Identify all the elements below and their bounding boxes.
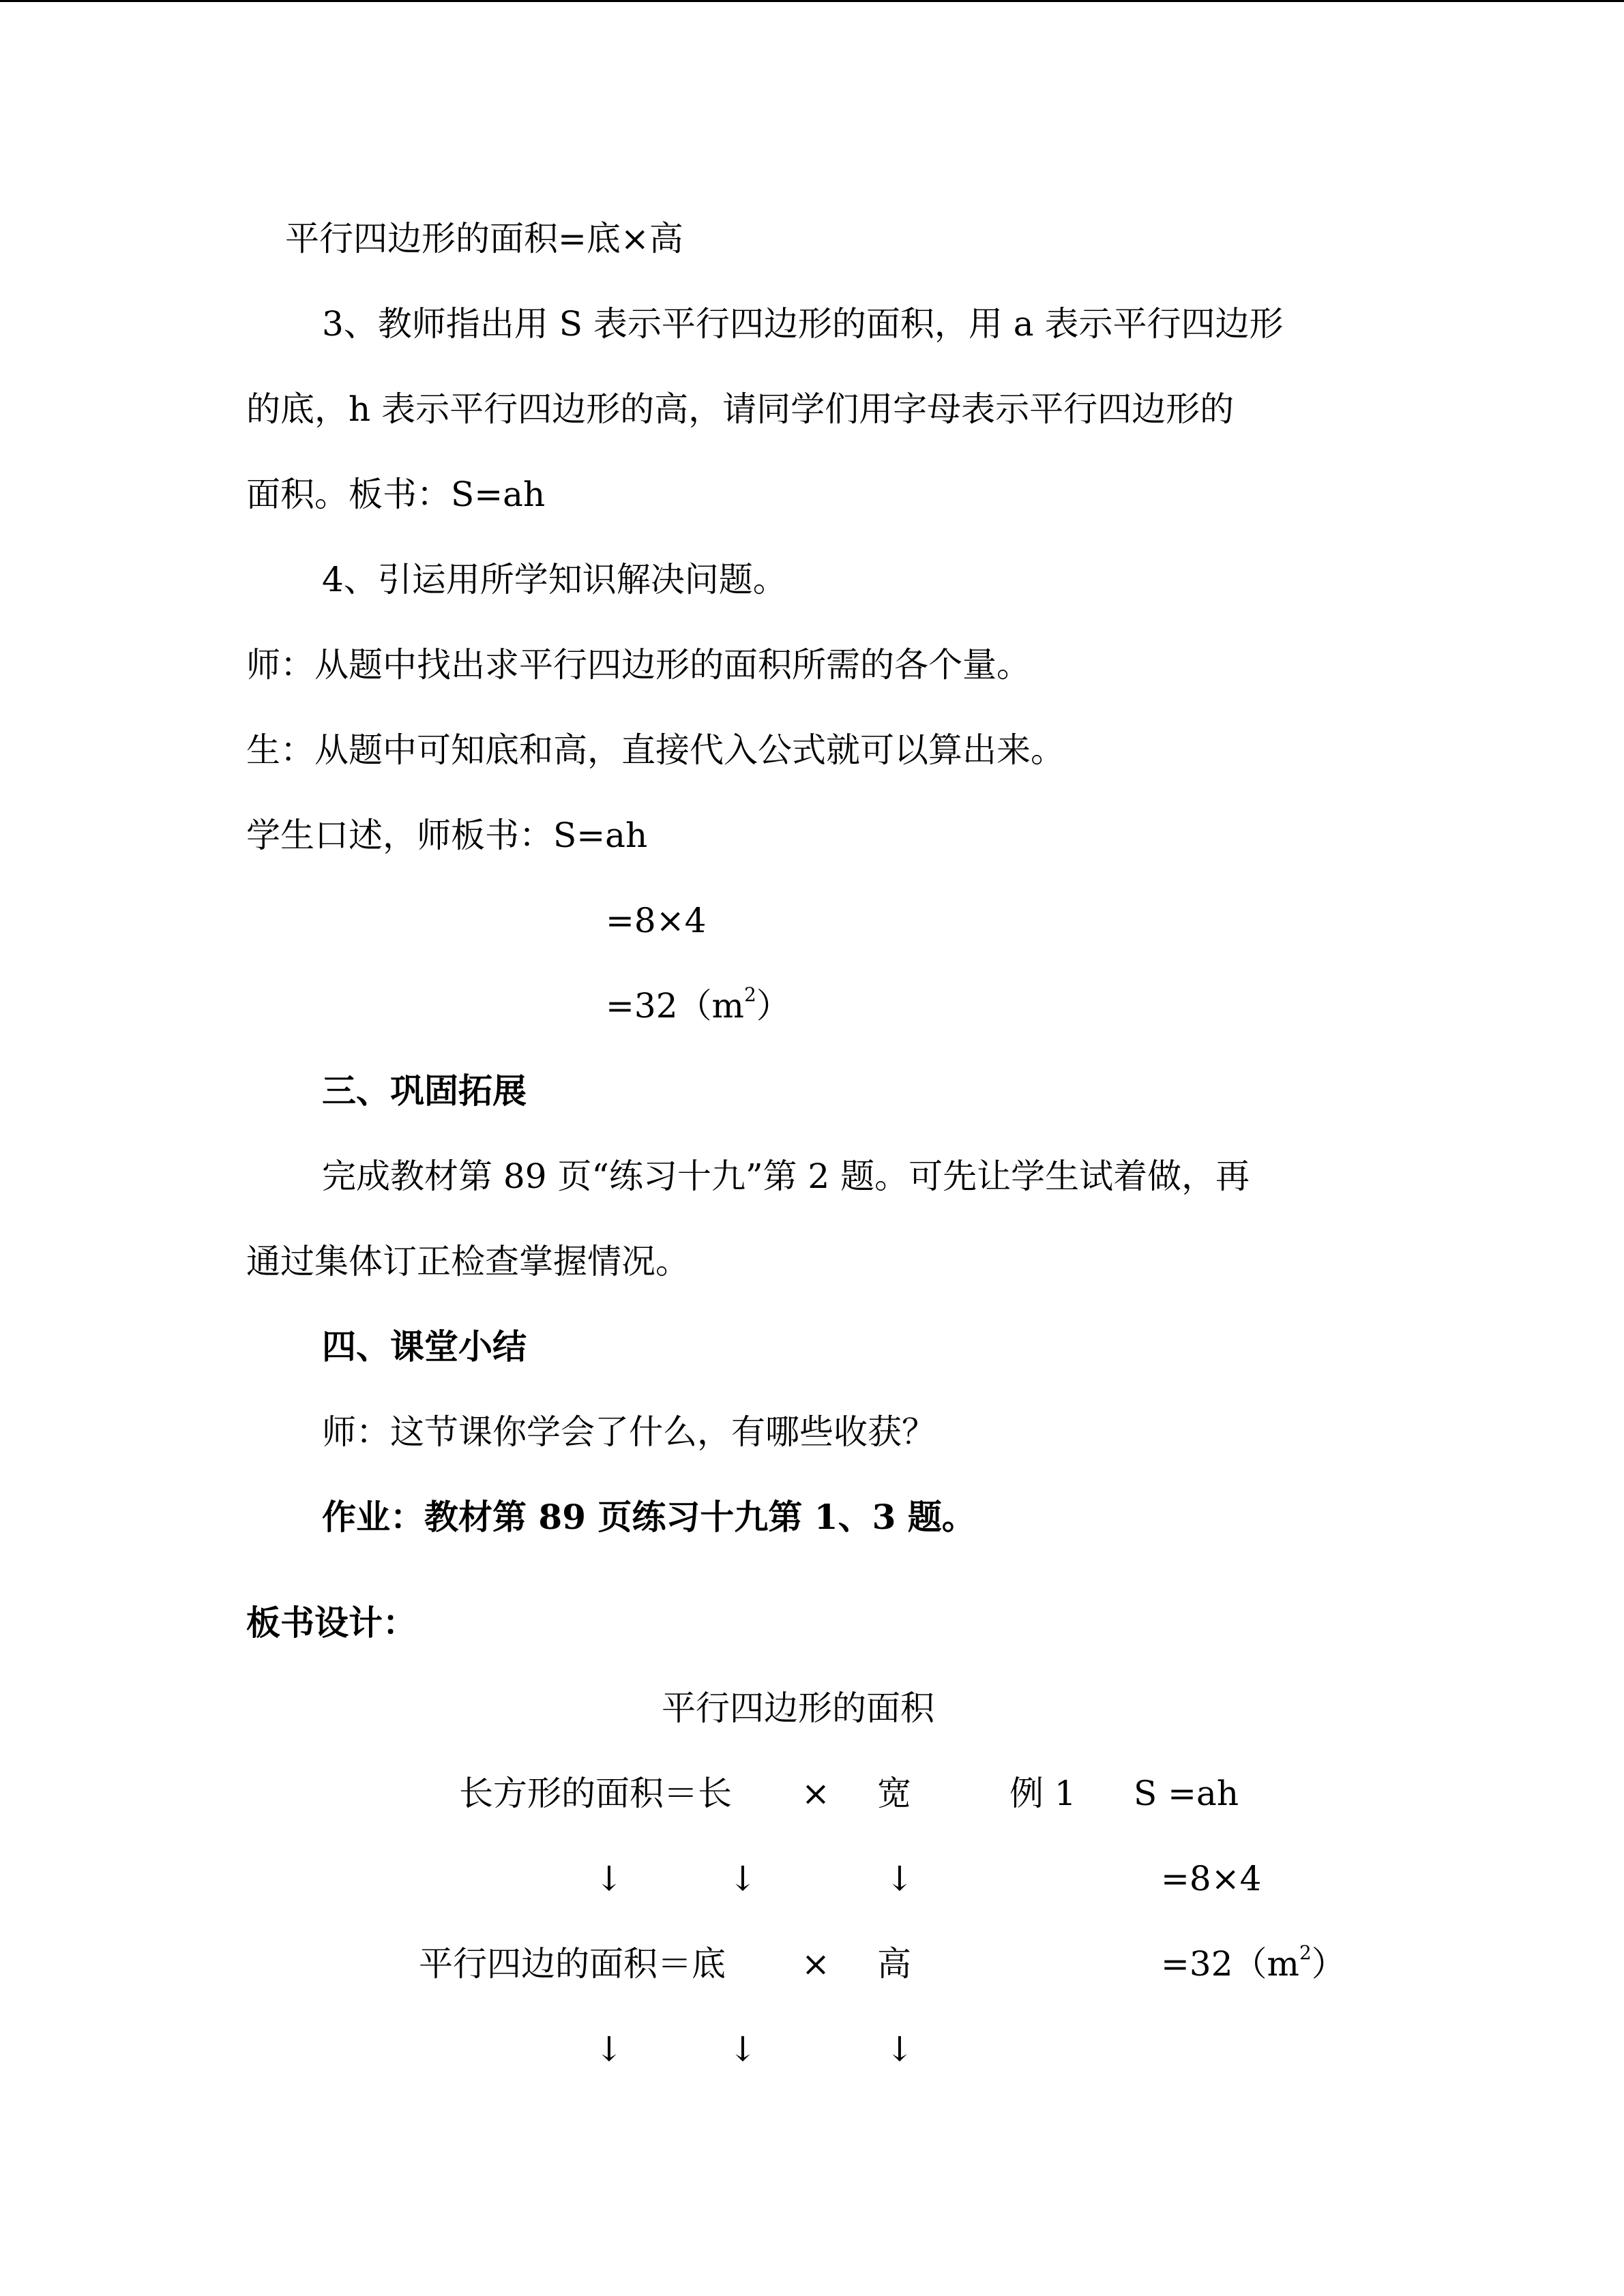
arrow-down-icon: ↓ bbox=[595, 1859, 623, 1898]
arrow-down-icon: ↓ bbox=[728, 1859, 757, 1898]
text-line-9: =8×4 bbox=[606, 901, 707, 940]
board-calc-2 bbox=[1161, 1942, 1346, 1986]
text-line-12: 完成教材第 89 页“练习十九”第 2 题。可先让学生试着做，再 bbox=[322, 1157, 1250, 1196]
arrow-down-icon: ↓ bbox=[728, 2029, 757, 2069]
board-para-label: 平行四边的面积＝底 bbox=[419, 1944, 726, 1984]
text-line-13: 通过集体订正检查掌握情况。 bbox=[246, 1242, 690, 1281]
superscript-2: 2 bbox=[743, 983, 756, 1006]
text-line-15: 师：这节课你学会了什么，有哪些收获？ bbox=[322, 1412, 936, 1452]
top-border bbox=[0, 0, 1624, 2]
text-line-10 bbox=[606, 984, 791, 1028]
board-rect-label: 长方形的面积＝长 bbox=[459, 1774, 732, 1813]
board-times-1: × bbox=[801, 1774, 830, 1813]
close-paren: ） bbox=[756, 986, 791, 1026]
board-s-ah: S =ah bbox=[1134, 1774, 1239, 1813]
text-line-4: 面积。板书：S=ah bbox=[246, 475, 546, 514]
board-times-2: × bbox=[801, 1944, 830, 1984]
board-calc-1: =8×4 bbox=[1161, 1859, 1262, 1898]
arrow-down-icon: ↓ bbox=[885, 1859, 914, 1898]
board-example: 例 1 bbox=[1009, 1774, 1076, 1813]
text-line-5: 4、引运用所学知识解决问题。 bbox=[322, 560, 787, 599]
text-line-1: 平行四边形的面积=底×高 bbox=[285, 219, 683, 258]
board-design-heading: 板书设计： bbox=[246, 1602, 417, 1643]
arrow-down-icon: ↓ bbox=[885, 2029, 914, 2069]
board-calc-2-value: =32（m bbox=[1161, 1944, 1299, 1984]
text-line-3: 的底，h 表示平行四边形的高，请同学们用字母表示平行四边形的 bbox=[246, 389, 1235, 429]
section-heading-4: 四、课堂小结 bbox=[322, 1326, 527, 1367]
text-line-2: 3、教师指出用 S 表示平行四边形的面积，用 a 表示平行四边形 bbox=[322, 304, 1284, 344]
text-line-6: 师：从题中找出求平行四边形的面积所需的各个量。 bbox=[246, 645, 1031, 685]
board-width: 宽 bbox=[877, 1774, 911, 1813]
calc-result: =32（m bbox=[606, 986, 744, 1026]
section-heading-3: 三、巩固拓展 bbox=[322, 1071, 527, 1111]
board-calc-2-close: ） bbox=[1311, 1944, 1346, 1984]
arrow-down-icon: ↓ bbox=[595, 2029, 623, 2069]
board-title: 平行四边形的面积 bbox=[662, 1688, 934, 1728]
text-line-7: 生：从题中可知底和高，直接代入公式就可以算出来。 bbox=[246, 730, 1065, 770]
board-calc-2-sup: 2 bbox=[1299, 1941, 1312, 1964]
board-height: 高 bbox=[877, 1944, 911, 1984]
text-line-8: 学生口述，师板书：S=ah bbox=[246, 816, 648, 855]
homework-line: 作业：教材第 89 页练习十九第 1、3 题。 bbox=[322, 1497, 976, 1537]
